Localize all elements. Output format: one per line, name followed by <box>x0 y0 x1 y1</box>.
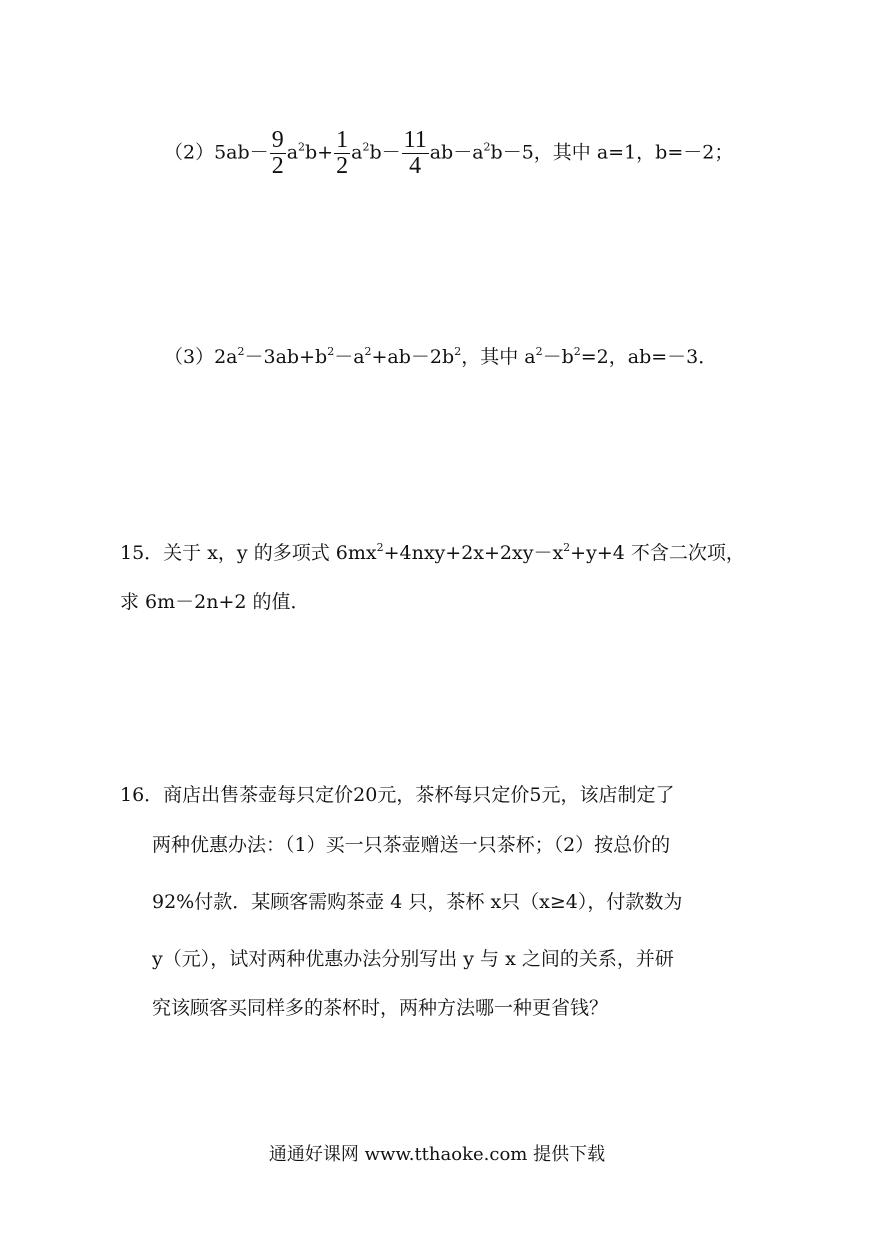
question-15-line-2: 求 6m－2n+2 的值． <box>120 591 310 613</box>
fraction-9-2: $\frac{9}{2}$ <box>271 127 284 180</box>
question-15-line-1: 15．关于 x，y 的多项式 $6mx^2+4nxy+2x+2xy-x^2+y+4$ 不含二次项， <box>120 541 745 564</box>
problem-2-term1: 5ab－ <box>214 141 269 164</box>
question-16-line-3: 92%付款．某顾客需购茶壶 4 只，茶杯 x只（x≥4），付款数为 <box>152 891 683 913</box>
problem-3: $(3)2a^2-3ab+b^2-a^2+ab-2b^2$，其中 $a^2-b^2=2$，ab=－3． <box>164 345 718 368</box>
problem-3-label: （3） <box>164 346 215 368</box>
fraction-1-2: $\frac{1}{2}$ <box>336 127 349 180</box>
problem-2-label: （2） <box>164 141 215 164</box>
fraction-11-4: $\frac{11}{4}$ <box>403 127 427 180</box>
footer-source: 通通好课网 www.tthaoke.com 提供下载 <box>268 1144 606 1165</box>
question-16-line-4: y（元），试对两种优惠办法分别写出 y 与 x 之间的关系，并研 <box>152 948 674 970</box>
question-16-line-1: 16．商店出售茶壶每只定价20元，茶杯每只定价5元，该店制定了 <box>120 784 675 806</box>
question-16-line-2: 两种优惠办法：（1）买一只茶壶赠送一只茶杯；（2）按总价的 <box>152 834 671 856</box>
question-16-line-5: 究该顾客买同样多的茶杯时，两种方法哪一种更省钱？ <box>152 997 609 1019</box>
problem-2: （2）5ab－ $\frac{9}{2}$ $a^2b+$ $\frac{1}{2}$ $a^2b-$ $\frac{11}{4}$ $ab-a^2b-5$，其中 a=1，b=－2； <box>164 127 734 180</box>
